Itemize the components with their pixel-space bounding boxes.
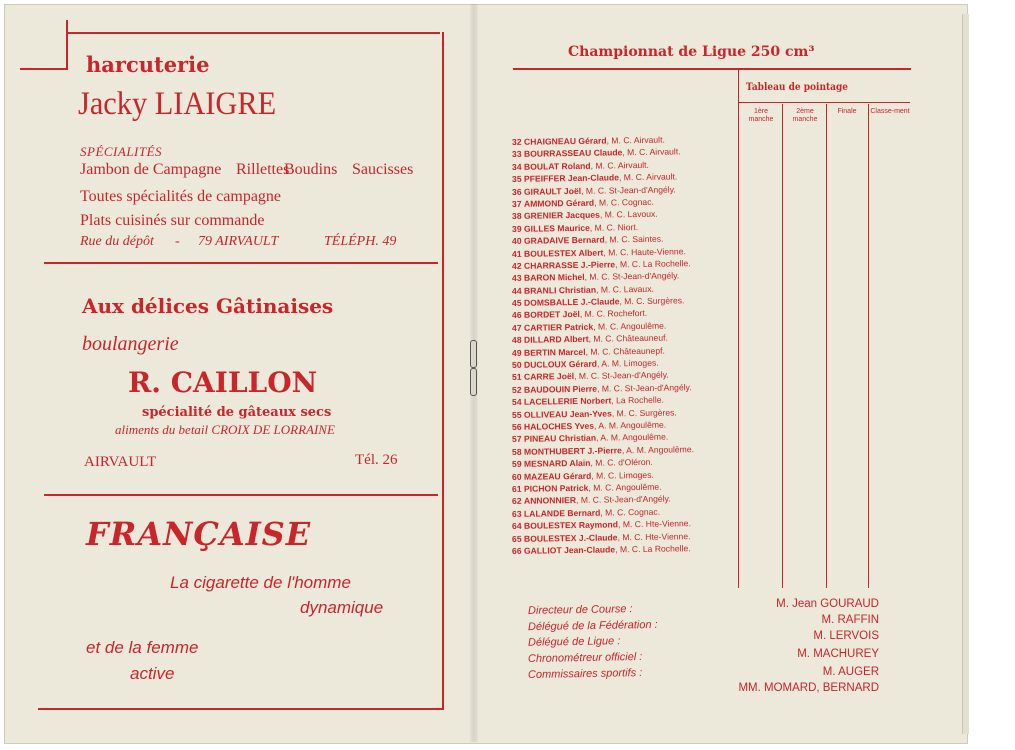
rider-row: 61 PICHON Patrick, M. C. Angoulême. <box>511 481 662 494</box>
rider-row: 34 BOULAT Roland, M. C. Airvault. <box>511 159 649 172</box>
rider-row: 58 MONTHUBERT J.-Pierre, A. M. Angoulême. <box>511 443 695 457</box>
official-role: Délégué de Ligue : <box>527 635 621 649</box>
product-rillettes: Rillettes <box>236 161 290 178</box>
charcuterie-dash: - <box>175 234 180 249</box>
cigarette-line1: La cigarette de l'homme <box>170 573 351 592</box>
advert-divider-2 <box>44 494 438 496</box>
rider-number: 52 <box>511 384 522 395</box>
charcuterie-title: harcuterie <box>86 52 210 77</box>
rider-row: 38 GRENIER Jacques, M. C. Lavoux. <box>511 209 658 222</box>
rider-number: 36 <box>511 186 522 197</box>
rider-number: 48 <box>511 335 522 346</box>
rider-number: 42 <box>511 260 522 271</box>
rider-name: GALLIOT Jean-Claude <box>523 544 616 556</box>
rider-name: CARRE Joël <box>523 371 575 383</box>
rider-club: La Rochelle. <box>616 394 664 406</box>
rider-row: 64 BOULESTEX Raymond, M. C. Hte-Vienne. <box>511 518 692 532</box>
rider-club: A. M. Angoulême. <box>600 431 669 443</box>
rider-club: A. M. Angoulême. <box>598 419 667 431</box>
rider-row: 44 BRANLI Christian, M. C. Lavaux. <box>511 283 654 296</box>
rider-club: M. C. Airvault. <box>595 159 649 171</box>
boulangerie-phone: Tél. 26 <box>355 452 398 468</box>
rider-row: 36 GIRAULT Joël, M. C. St-Jean-d'Angély. <box>511 183 676 197</box>
rider-number: 40 <box>511 235 522 247</box>
rider-row: 37 AMMOND Gérard, M. C. Cognac. <box>511 196 654 209</box>
rider-row: 57 PINEAU Christian, A. M. Angoulême. <box>511 431 669 445</box>
product-jambon: Jambon de Campagne <box>80 161 222 178</box>
championship-title: Championnat de Ligue 250 cm³ <box>568 44 815 60</box>
rider-row: 45 DOMSBALLE J.-Claude, M. C. Surgères. <box>511 295 685 309</box>
rider-number: 63 <box>511 508 522 519</box>
rider-name: DILLARD Albert <box>523 334 589 346</box>
rider-name: BARON Michel <box>523 272 585 284</box>
col-header-manche2: 2ème manche <box>792 108 818 123</box>
rider-row: 51 CARRE Joël, M. C. St-Jean-d'Angély. <box>511 369 669 383</box>
product-boudins: Boudins <box>284 161 338 178</box>
rider-club: M. C. Airvault. <box>627 146 681 158</box>
boulangerie-title: Aux délices Gâtinaises <box>82 294 334 318</box>
rider-club: M. C. Lavoux. <box>604 209 658 220</box>
col-header-finale: Finale <box>837 108 857 115</box>
staple-top <box>470 340 477 368</box>
boulangerie-owner: R. CAILLON <box>128 366 318 399</box>
rider-name: MAZEAU Gérard <box>523 470 592 482</box>
charcuterie-town: 79 AIRVAULT <box>198 234 279 249</box>
rider-row: 42 CHARRASSE J.-Pierre, M. C. La Rochelle. <box>511 258 691 271</box>
rider-name: BAUDOUIN Pierre <box>523 383 598 395</box>
rider-number: 59 <box>511 459 522 470</box>
rider-row: 60 MAZEAU Gérard, M. C. Limoges. <box>511 469 654 482</box>
rider-row: 40 GRADAIVE Bernard, M. C. Saintes. <box>511 233 664 247</box>
rider-club: M. C. Saintes. <box>609 233 664 245</box>
charcuterie-owner: Jacky LIAIGRE <box>78 86 277 122</box>
official-name: M. MACHUREY <box>797 648 879 660</box>
cigarette-line3: et de la femme <box>86 638 199 657</box>
rider-club: M. C. La Rochelle. <box>619 258 691 270</box>
official-role: Chronométreur officiel : <box>527 651 643 665</box>
col-header-classement: Classe-ment <box>870 108 910 115</box>
rider-club: M. C. St-Jean-d'Angély. <box>580 493 671 506</box>
rider-name: GIRAULT Joël <box>523 185 582 197</box>
boulangerie-type: boulangerie <box>82 333 179 355</box>
rider-row: 62 ANNONNIER, M. C. St-Jean-d'Angély. <box>511 493 671 507</box>
scoring-table-rule <box>738 102 910 103</box>
rider-number: 61 <box>511 483 522 494</box>
rider-club: M. C. Châteaunepf. <box>590 345 665 357</box>
rider-name: MONTHUBERT J.-Pierre <box>523 445 622 457</box>
rider-club: M. C. Airvault. <box>611 134 665 146</box>
rider-number: 34 <box>511 161 522 172</box>
rider-club: M. C. St-Jean-d'Angély. <box>585 183 676 196</box>
rider-name: HALOCHES Yves <box>523 420 595 432</box>
product-saucisses: Saucisses <box>352 161 414 178</box>
boulangerie-feed: aliments du betail CROIX DE LORRAINE <box>115 422 335 437</box>
rider-club: M. C. Surgères. <box>624 295 685 307</box>
folded-corner <box>20 20 68 70</box>
rider-name: BOULESTEX Albert <box>523 247 604 259</box>
rider-name: ANNONNIER <box>523 495 577 507</box>
rider-number: 60 <box>511 471 522 482</box>
cigarette-line4: active <box>130 664 175 683</box>
rider-club: M. C. St-Jean-d'Angély. <box>601 381 692 394</box>
scoring-table-title: Tableau de pointage <box>746 82 849 93</box>
table-col-line-1 <box>782 104 783 588</box>
rider-number: 35 <box>511 174 522 185</box>
rider-row: 52 BAUDOUIN Pierre, M. C. St-Jean-d'Angély. <box>511 381 692 395</box>
rider-row: 43 BARON Michel, M. C. St-Jean-d'Angély. <box>511 270 680 284</box>
rider-number: 49 <box>511 347 522 358</box>
rider-name: BOULAT Roland <box>523 160 591 172</box>
table-col-line-2 <box>826 104 827 588</box>
rider-club: M. C. Niort. <box>594 221 639 233</box>
rider-number: 57 <box>511 434 522 445</box>
rider-number: 50 <box>511 359 522 371</box>
official-name: M. RAFFIN <box>821 614 879 626</box>
rider-row: 66 GALLIOT Jean-Claude, M. C. La Rochelle. <box>511 543 691 556</box>
rider-row: 49 BERTIN Marcel, M. C. Châteaunepf. <box>511 345 665 358</box>
rider-name: CHAIGNEAU Gérard <box>523 135 607 147</box>
rider-row: 35 PFEIFFER Jean-Claude, M. C. Airvault. <box>511 171 678 185</box>
charcuterie-address: Rue du dépôt <box>80 234 154 249</box>
rider-row: 65 BOULESTEX J.-Claude, M. C. Hte-Vienne. <box>511 530 691 544</box>
charcuterie-line2: Toutes spécialités de campagne <box>80 188 282 205</box>
rider-name: DOMSBALLE J.-Claude <box>523 296 620 308</box>
rider-name: BORDET Joël <box>523 309 580 321</box>
rider-number: 43 <box>511 273 522 284</box>
rider-club: M. C. Cognac. <box>605 506 661 518</box>
rider-name: LACELLERIE Norbert <box>523 395 612 408</box>
rider-name: BOULESTEX J.-Claude <box>523 531 618 544</box>
rider-row: 50 DUCLOUX Gérard, A. M. Limoges. <box>511 357 659 371</box>
rider-club: M. C. Hte-Vienne. <box>622 518 692 530</box>
page-edge <box>962 14 969 734</box>
rider-name: BOURRASSEAU Claude <box>523 147 623 160</box>
cigarette-line2: dynamique <box>300 598 384 617</box>
rider-number: 56 <box>511 421 522 432</box>
rider-number: 39 <box>511 223 522 234</box>
rider-number: 51 <box>511 372 522 383</box>
rider-club: M. C. Haute-Vienne. <box>608 245 686 258</box>
rider-name: BOULESTEX Raymond <box>523 519 619 531</box>
rider-club: M. C. Limoges. <box>595 469 654 481</box>
rider-row: 55 OLLIVEAU Jean-Yves, M. C. Surgères. <box>511 407 677 420</box>
rider-row: 33 BOURRASSEAU Claude, M. C. Airvault. <box>511 146 681 160</box>
official-role: Commissaires sportifs : <box>527 667 643 681</box>
rider-number: 58 <box>511 446 522 457</box>
rider-club: M. C. Airvault. <box>623 171 678 183</box>
rider-number: 66 <box>511 545 522 556</box>
staple-bottom <box>470 368 477 396</box>
rider-club: M. C. d'Oléron. <box>595 456 653 468</box>
rider-number: 44 <box>511 285 522 296</box>
rider-number: 41 <box>511 248 522 259</box>
rider-club: M. C. St-Jean-d'Angély. <box>589 270 680 283</box>
rider-club: M. C. La Rochelle. <box>619 543 691 555</box>
table-left-line <box>738 70 739 588</box>
rider-row: 32 CHAIGNEAU Gérard, M. C. Airvault. <box>511 134 665 147</box>
rider-club: A. M. Limoges. <box>601 357 659 369</box>
rider-number: 45 <box>511 297 522 309</box>
rider-name: PFEIFFER Jean-Claude <box>523 172 620 184</box>
rider-name: GILLES Maurice <box>523 222 590 234</box>
boulangerie-speciality: spécialité de gâteaux secs <box>142 405 332 420</box>
rider-number: 47 <box>511 322 522 333</box>
rider-name: MESNARD Alain <box>523 457 591 469</box>
title-rule <box>513 68 911 70</box>
rider-name: BERTIN Marcel <box>523 346 586 358</box>
rider-name: LALANDE Bernard <box>523 507 601 519</box>
rider-club: M. C. Hte-Vienne. <box>622 530 691 542</box>
rider-row: 48 DILLARD Albert, M. C. Châteauneuf. <box>511 332 668 346</box>
rider-number: 33 <box>511 149 522 160</box>
rider-number: 65 <box>511 533 522 544</box>
rider-row: 47 CARTIER Patrick, M. C. Angoulême. <box>511 320 667 333</box>
boulangerie-town: AIRVAULT <box>84 454 157 470</box>
officials-extra: MM. MOMARD, BERNARD <box>738 682 879 694</box>
rider-number: 32 <box>511 136 522 147</box>
rider-number: 64 <box>511 520 522 532</box>
rider-name: DUCLOUX Gérard <box>523 358 598 370</box>
charcuterie-specialites: SPÉCIALITÉS <box>80 144 163 159</box>
advert-divider-1 <box>44 262 438 264</box>
charcuterie-phone: TÉLÉPH. 49 <box>324 234 397 249</box>
rider-number: 62 <box>511 496 522 507</box>
advert-frame-top <box>66 32 440 34</box>
rider-row: 63 LALANDE Bernard, M. C. Cognac. <box>511 506 661 519</box>
rider-row: 41 BOULESTEX Albert, M. C. Haute-Vienne. <box>511 245 686 259</box>
rider-club: M. C. Angoulême. <box>593 481 662 493</box>
rider-club: M. C. Rochefort. <box>584 308 648 320</box>
official-name: M. LERVOIS <box>813 630 879 642</box>
rider-row: 56 HALOCHES Yves, A. M. Angoulême. <box>511 419 667 432</box>
rider-club: M. C. Surgères. <box>616 407 677 418</box>
rider-club: A. M. Angoulême. <box>626 443 695 455</box>
rider-number: 55 <box>511 409 522 420</box>
rider-list <box>512 136 694 557</box>
rider-name: OLLIVEAU Jean-Yves <box>523 408 612 420</box>
rider-row: 39 GILLES Maurice, M. C. Niort. <box>511 221 639 234</box>
rider-name: PINEAU Christian <box>523 433 597 445</box>
rider-club: M. C. Cognac. <box>598 196 654 208</box>
rider-number: 54 <box>511 397 522 408</box>
rider-name: PICHON Patrick <box>523 482 589 494</box>
rider-name: AMMOND Gérard <box>523 197 595 209</box>
official-role: Délégué de la Fédération : <box>527 618 658 634</box>
rider-row: 46 BORDET Joël, M. C. Rochefort. <box>511 308 648 321</box>
official-name: M. AUGER <box>822 666 879 678</box>
rider-row: 54 LACELLERIE Norbert, La Rochelle. <box>511 394 664 408</box>
rider-number: 46 <box>511 310 522 321</box>
official-name: M. Jean GOURAUD <box>776 598 879 610</box>
rider-club: M. C. Angoulême. <box>597 320 667 332</box>
rider-name: GRENIER Jacques <box>523 209 600 222</box>
cigarette-brand: FRANÇAISE <box>86 515 312 553</box>
table-col-line-3 <box>868 104 869 588</box>
rider-number: 37 <box>511 198 522 209</box>
rider-name: GRADAIVE Bernard <box>523 234 605 246</box>
rider-row: 59 MESNARD Alain, M. C. d'Oléron. <box>511 456 653 470</box>
official-role: Directeur de Course : <box>527 603 633 617</box>
rider-name: CARTIER Patrick <box>523 321 594 333</box>
rider-name: CHARRASSE J.-Pierre <box>523 259 616 271</box>
rider-club: M. C. Châteauneuf. <box>593 332 668 344</box>
col-header-manche1: 1ère manche <box>748 108 774 123</box>
rider-club: M. C. St-Jean-d'Angély. <box>578 369 669 382</box>
rider-club: M. C. Lavaux. <box>600 283 654 295</box>
rider-name: BRANLI Christian <box>523 284 597 296</box>
charcuterie-line3: Plats cuisinés sur commande <box>80 212 265 229</box>
rider-number: 38 <box>511 211 522 222</box>
